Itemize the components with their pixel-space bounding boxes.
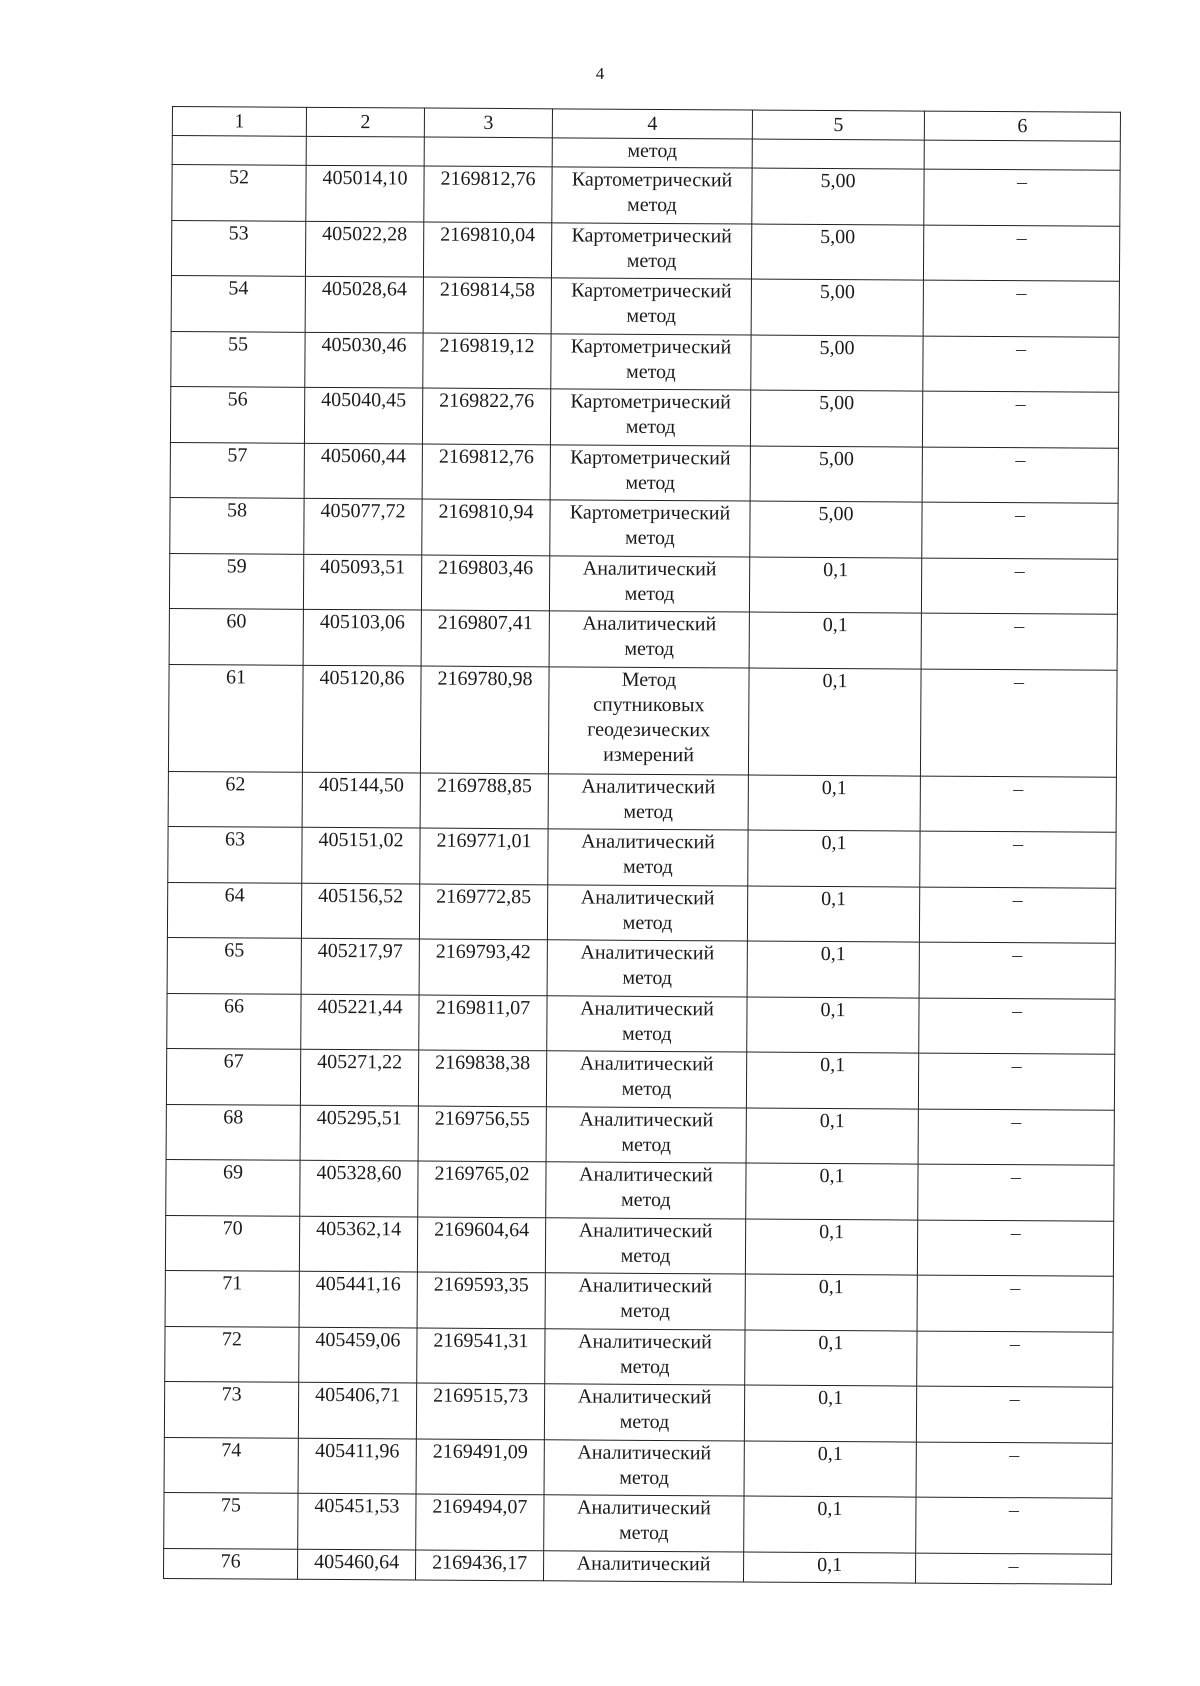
method-line: Аналитический (581, 775, 716, 798)
note-cell: – (916, 1386, 1112, 1443)
point-number-cell: 61 (168, 664, 303, 772)
table-row (166, 1048, 1114, 1109)
page-number: 4 (595, 64, 605, 83)
method-line: Аналитический (578, 1330, 712, 1353)
note-cell: – (919, 887, 1115, 944)
table-row (166, 1159, 1114, 1220)
method-cell (546, 1106, 746, 1163)
method-cell (544, 1439, 744, 1496)
accuracy-cell: 0,1 (746, 1052, 918, 1109)
x-coordinate-cell: 405459,06 (299, 1327, 417, 1383)
point-number-cell: 64 (167, 882, 301, 938)
accuracy-cell: 0,1 (744, 1441, 916, 1498)
column-header: 4 (552, 109, 752, 139)
y-coordinate-cell: 2169772,85 (419, 884, 547, 940)
y-coordinate-cell: 2169803,46 (421, 555, 549, 611)
method-line: метод (622, 855, 673, 879)
note-cell: – (922, 391, 1118, 448)
method-cell (545, 1328, 745, 1385)
table-row (168, 771, 1116, 832)
method-line: метод (619, 1355, 670, 1378)
method-cell: метод (552, 138, 752, 168)
method-line: метод (624, 582, 675, 605)
note-cell: – (919, 998, 1115, 1055)
empty-cell (752, 139, 924, 169)
y-coordinate-cell: 2169819,12 (423, 333, 551, 389)
method-line: метод (621, 1022, 672, 1045)
x-coordinate-cell: 405411,96 (298, 1438, 416, 1494)
x-coordinate-cell: 405328,60 (300, 1160, 418, 1216)
point-number-cell: 73 (164, 1381, 298, 1437)
accuracy-cell: 0,1 (748, 668, 921, 776)
table-row (165, 1215, 1113, 1276)
method-line: метод (624, 637, 675, 661)
point-number-cell: 57 (170, 442, 304, 498)
note-cell: – (918, 1053, 1114, 1110)
method-line: Аналитический (580, 886, 715, 909)
method-cell (551, 333, 751, 390)
note-cell: – (924, 169, 1120, 226)
table-row (164, 1381, 1112, 1442)
y-coordinate-cell: 2169780,98 (420, 666, 549, 774)
table-row (167, 937, 1115, 998)
table-row (165, 1270, 1113, 1331)
point-number-cell: 60 (169, 608, 303, 664)
note-cell: – (923, 336, 1119, 393)
accuracy-cell: 0,1 (745, 1219, 917, 1276)
method-cell (547, 995, 747, 1052)
method-line: метод (625, 415, 676, 439)
method-cell (546, 1162, 746, 1219)
note-cell: – (920, 776, 1116, 833)
accuracy-cell: 5,00 (751, 279, 923, 336)
note-cell: – (917, 1331, 1113, 1388)
column-header: 6 (924, 111, 1120, 141)
method-cell (549, 555, 749, 612)
method-line: метод (626, 360, 676, 383)
x-coordinate-cell: 405060,44 (304, 443, 422, 499)
accuracy-cell: 5,00 (751, 224, 923, 281)
x-coordinate-cell: 405221,44 (301, 994, 419, 1050)
x-coordinate-cell: 405451,53 (298, 1493, 416, 1549)
column-header: 1 (172, 107, 306, 137)
method-cell (547, 940, 747, 997)
table-row (170, 442, 1118, 503)
table-row (172, 165, 1120, 226)
table-row (165, 1326, 1113, 1387)
method-line: метод (622, 966, 673, 990)
note-cell: – (919, 942, 1115, 999)
x-coordinate-cell: 405093,51 (303, 554, 421, 610)
accuracy-cell: 5,00 (751, 335, 923, 392)
note-cell: – (921, 613, 1117, 670)
y-coordinate-cell: 2169756,55 (418, 1106, 546, 1162)
point-number-cell: 68 (166, 1104, 300, 1160)
method-cell (547, 884, 747, 941)
x-coordinate-cell: 405362,14 (299, 1216, 417, 1272)
y-coordinate-cell: 2169812,76 (424, 166, 552, 222)
method-line: Аналитический (577, 1385, 712, 1409)
y-coordinate-cell: 2169494,07 (416, 1494, 544, 1550)
accuracy-cell: 5,00 (750, 501, 922, 558)
method-cell (549, 611, 749, 668)
method-line: Картометрический (571, 279, 732, 303)
x-coordinate-cell: 405460,64 (298, 1549, 416, 1580)
point-number-cell: 72 (165, 1326, 299, 1382)
table-row (171, 331, 1119, 392)
x-coordinate-cell: 405144,50 (302, 772, 420, 828)
method-cell (550, 389, 750, 446)
accuracy-cell: 0,1 (743, 1552, 915, 1583)
method-line: Картометрический (571, 223, 733, 247)
method-cell (544, 1384, 744, 1441)
method-line: Аналитический (578, 1219, 713, 1242)
point-number-cell: 63 (168, 826, 302, 882)
accuracy-cell: 0,1 (747, 997, 919, 1054)
y-coordinate-cell: 2169812,76 (422, 444, 550, 500)
y-coordinate-cell: 2169811,07 (419, 995, 547, 1051)
table-row (167, 993, 1115, 1054)
x-coordinate-cell: 405028,64 (305, 276, 423, 332)
method-line: Аналитический (581, 830, 715, 854)
y-coordinate-cell: 2169541,31 (417, 1328, 545, 1384)
method-line: Аналитический (582, 557, 717, 580)
note-cell: – (917, 1275, 1113, 1332)
note-cell: – (920, 669, 1117, 777)
y-coordinate-cell: 2169788,85 (420, 773, 548, 829)
column-header: 5 (752, 110, 924, 140)
note-cell: – (918, 1164, 1114, 1221)
table-row (169, 553, 1117, 614)
method-line: метод (626, 249, 677, 272)
method-cell (545, 1273, 745, 1330)
note-cell: – (920, 831, 1116, 888)
method-cell (551, 222, 751, 279)
y-coordinate-cell: 2169810,94 (422, 499, 550, 555)
x-coordinate-cell: 405103,06 (303, 609, 421, 665)
empty-cell (306, 136, 424, 166)
method-line: Картометрический (571, 168, 733, 192)
method-cell (545, 1217, 745, 1274)
accuracy-cell: 0,1 (745, 1274, 917, 1331)
point-number-cell: 76 (164, 1548, 298, 1579)
method-line: спутниковых (593, 693, 705, 716)
point-number-cell: 65 (167, 937, 301, 993)
method-line: метод (623, 800, 674, 823)
y-coordinate-cell: 2169515,73 (416, 1383, 544, 1439)
method-line: геодезических (587, 718, 711, 741)
point-number-cell: 58 (170, 497, 304, 553)
note-cell: – (918, 1109, 1114, 1166)
accuracy-cell: 5,00 (752, 168, 924, 225)
table-row (170, 497, 1118, 558)
table-row (168, 664, 1117, 777)
note-cell: – (923, 280, 1119, 337)
accuracy-cell: 0,1 (746, 1163, 918, 1220)
x-coordinate-cell: 405441,16 (299, 1271, 417, 1327)
method-line: Картометрический (570, 445, 731, 469)
method-line: Аналитический (580, 997, 714, 1020)
table-row (164, 1548, 1112, 1584)
method-line: Аналитический (580, 941, 715, 965)
x-coordinate-cell: 405030,46 (305, 332, 423, 388)
point-number-cell: 75 (164, 1492, 298, 1548)
point-number-cell: 74 (164, 1437, 298, 1493)
method-cell (552, 167, 752, 224)
note-cell: – (922, 502, 1118, 559)
x-coordinate-cell: 405156,52 (301, 883, 419, 939)
x-coordinate-cell: 405040,45 (304, 387, 422, 443)
x-coordinate-cell: 405271,22 (300, 1049, 418, 1105)
method-line: измерений (603, 743, 695, 766)
note-cell: – (917, 1220, 1113, 1277)
method-line: Аналитический (577, 1441, 712, 1464)
table-row (164, 1437, 1112, 1498)
accuracy-cell: 0,1 (745, 1330, 917, 1387)
y-coordinate-cell: 2169807,41 (421, 610, 549, 666)
note-cell: – (915, 1553, 1111, 1584)
method-cell (548, 773, 748, 830)
method-line: метод (619, 1466, 669, 1489)
y-coordinate-cell: 2169810,04 (423, 222, 551, 278)
x-coordinate-cell: 405014,10 (306, 165, 424, 221)
accuracy-cell: 5,00 (750, 390, 922, 447)
y-coordinate-cell: 2169814,58 (423, 277, 551, 333)
method-line: Аналитический (576, 1551, 711, 1575)
method-line: метод (621, 1077, 672, 1101)
method-line: Метод (621, 668, 677, 691)
y-coordinate-cell: 2169491,09 (416, 1439, 544, 1495)
x-coordinate-cell: 405120,86 (302, 665, 421, 773)
method-cell (550, 444, 750, 501)
method-cell (544, 1495, 744, 1552)
method-line: Аналитический (579, 1052, 714, 1076)
method-line: Аналитический (579, 1163, 713, 1187)
empty-cell (172, 136, 306, 166)
y-coordinate-cell: 2169793,42 (419, 939, 547, 995)
point-number-cell: 55 (171, 331, 305, 387)
table-row (169, 608, 1117, 669)
point-number-cell: 66 (167, 993, 301, 1049)
point-number-cell: 70 (165, 1215, 299, 1271)
accuracy-cell: 0,1 (747, 886, 919, 943)
point-number-cell: 56 (170, 386, 304, 442)
accuracy-cell: 0,1 (746, 1108, 918, 1165)
table-row (168, 826, 1116, 887)
accuracy-cell: 0,1 (749, 612, 921, 669)
table-row (170, 386, 1118, 447)
table-row (166, 1104, 1114, 1165)
point-number-cell: 62 (168, 771, 302, 827)
accuracy-cell: 0,1 (744, 1385, 916, 1442)
x-coordinate-cell: 405217,97 (301, 938, 419, 994)
method-line: Аналитический (578, 1274, 713, 1298)
method-line: метод (619, 1410, 670, 1434)
x-coordinate-cell: 405295,51 (300, 1105, 418, 1161)
method-line: метод (622, 911, 673, 934)
column-header: 2 (306, 107, 424, 137)
table-row (171, 220, 1119, 281)
method-line: метод (624, 526, 675, 550)
accuracy-cell: 0,1 (749, 557, 921, 614)
method-line: Картометрический (570, 334, 732, 358)
table-row (164, 1492, 1112, 1553)
method-line: метод (618, 1521, 669, 1545)
column-header: 3 (424, 108, 552, 138)
y-coordinate-cell: 2169771,01 (420, 828, 548, 884)
empty-cell (924, 140, 1120, 170)
note-cell: – (922, 447, 1118, 504)
y-coordinate-cell: 2169765,02 (418, 1161, 546, 1217)
point-number-cell: 52 (172, 165, 306, 221)
x-coordinate-cell: 405151,02 (302, 827, 420, 883)
x-coordinate-cell: 405406,71 (298, 1382, 416, 1438)
method-line: Картометрический (570, 390, 731, 414)
note-cell: – (916, 1497, 1112, 1554)
note-cell: – (916, 1442, 1112, 1499)
y-coordinate-cell: 2169436,17 (416, 1550, 544, 1581)
method-line: Аналитический (579, 1108, 714, 1131)
accuracy-cell: 0,1 (748, 830, 920, 887)
method-line: Аналитический (576, 1496, 711, 1520)
point-number-cell: 67 (166, 1048, 300, 1104)
method-line: метод (620, 1188, 671, 1212)
accuracy-cell: 0,1 (748, 775, 920, 832)
method-line: метод (625, 471, 676, 494)
table-row (171, 275, 1119, 336)
method-line: метод (626, 304, 677, 328)
coordinates-table (163, 106, 1121, 1584)
method-cell (548, 829, 748, 886)
method-cell (550, 500, 750, 557)
point-number-cell: 69 (166, 1159, 300, 1215)
point-number-cell: 53 (171, 220, 305, 276)
y-coordinate-cell: 2169604,64 (417, 1217, 545, 1273)
y-coordinate-cell: 2169593,35 (417, 1272, 545, 1328)
accuracy-cell: 0,1 (744, 1496, 916, 1553)
y-coordinate-cell: 2169822,76 (422, 388, 550, 444)
point-number-cell: 54 (171, 275, 305, 331)
empty-cell (424, 137, 552, 167)
point-number-cell: 59 (169, 553, 303, 609)
note-cell: – (923, 225, 1119, 282)
method-line: метод (627, 193, 677, 217)
table-row (167, 882, 1115, 943)
method-line: метод (621, 1133, 672, 1156)
x-coordinate-cell: 405077,72 (304, 498, 422, 554)
method-cell (548, 666, 749, 774)
method-line: Картометрический (569, 501, 731, 525)
x-coordinate-cell: 405022,28 (305, 221, 423, 277)
method-line: метод (620, 1299, 671, 1323)
accuracy-cell: 0,1 (747, 941, 919, 998)
method-cell (546, 1051, 746, 1108)
y-coordinate-cell: 2169838,38 (418, 1050, 546, 1106)
method-cell (551, 278, 751, 335)
point-number-cell: 71 (165, 1270, 299, 1326)
method-line: Аналитический (582, 612, 717, 636)
table-body (164, 136, 1121, 1584)
note-cell: – (921, 558, 1117, 615)
method-line: метод (620, 1244, 671, 1267)
accuracy-cell: 5,00 (750, 446, 922, 503)
method-cell (544, 1550, 744, 1581)
